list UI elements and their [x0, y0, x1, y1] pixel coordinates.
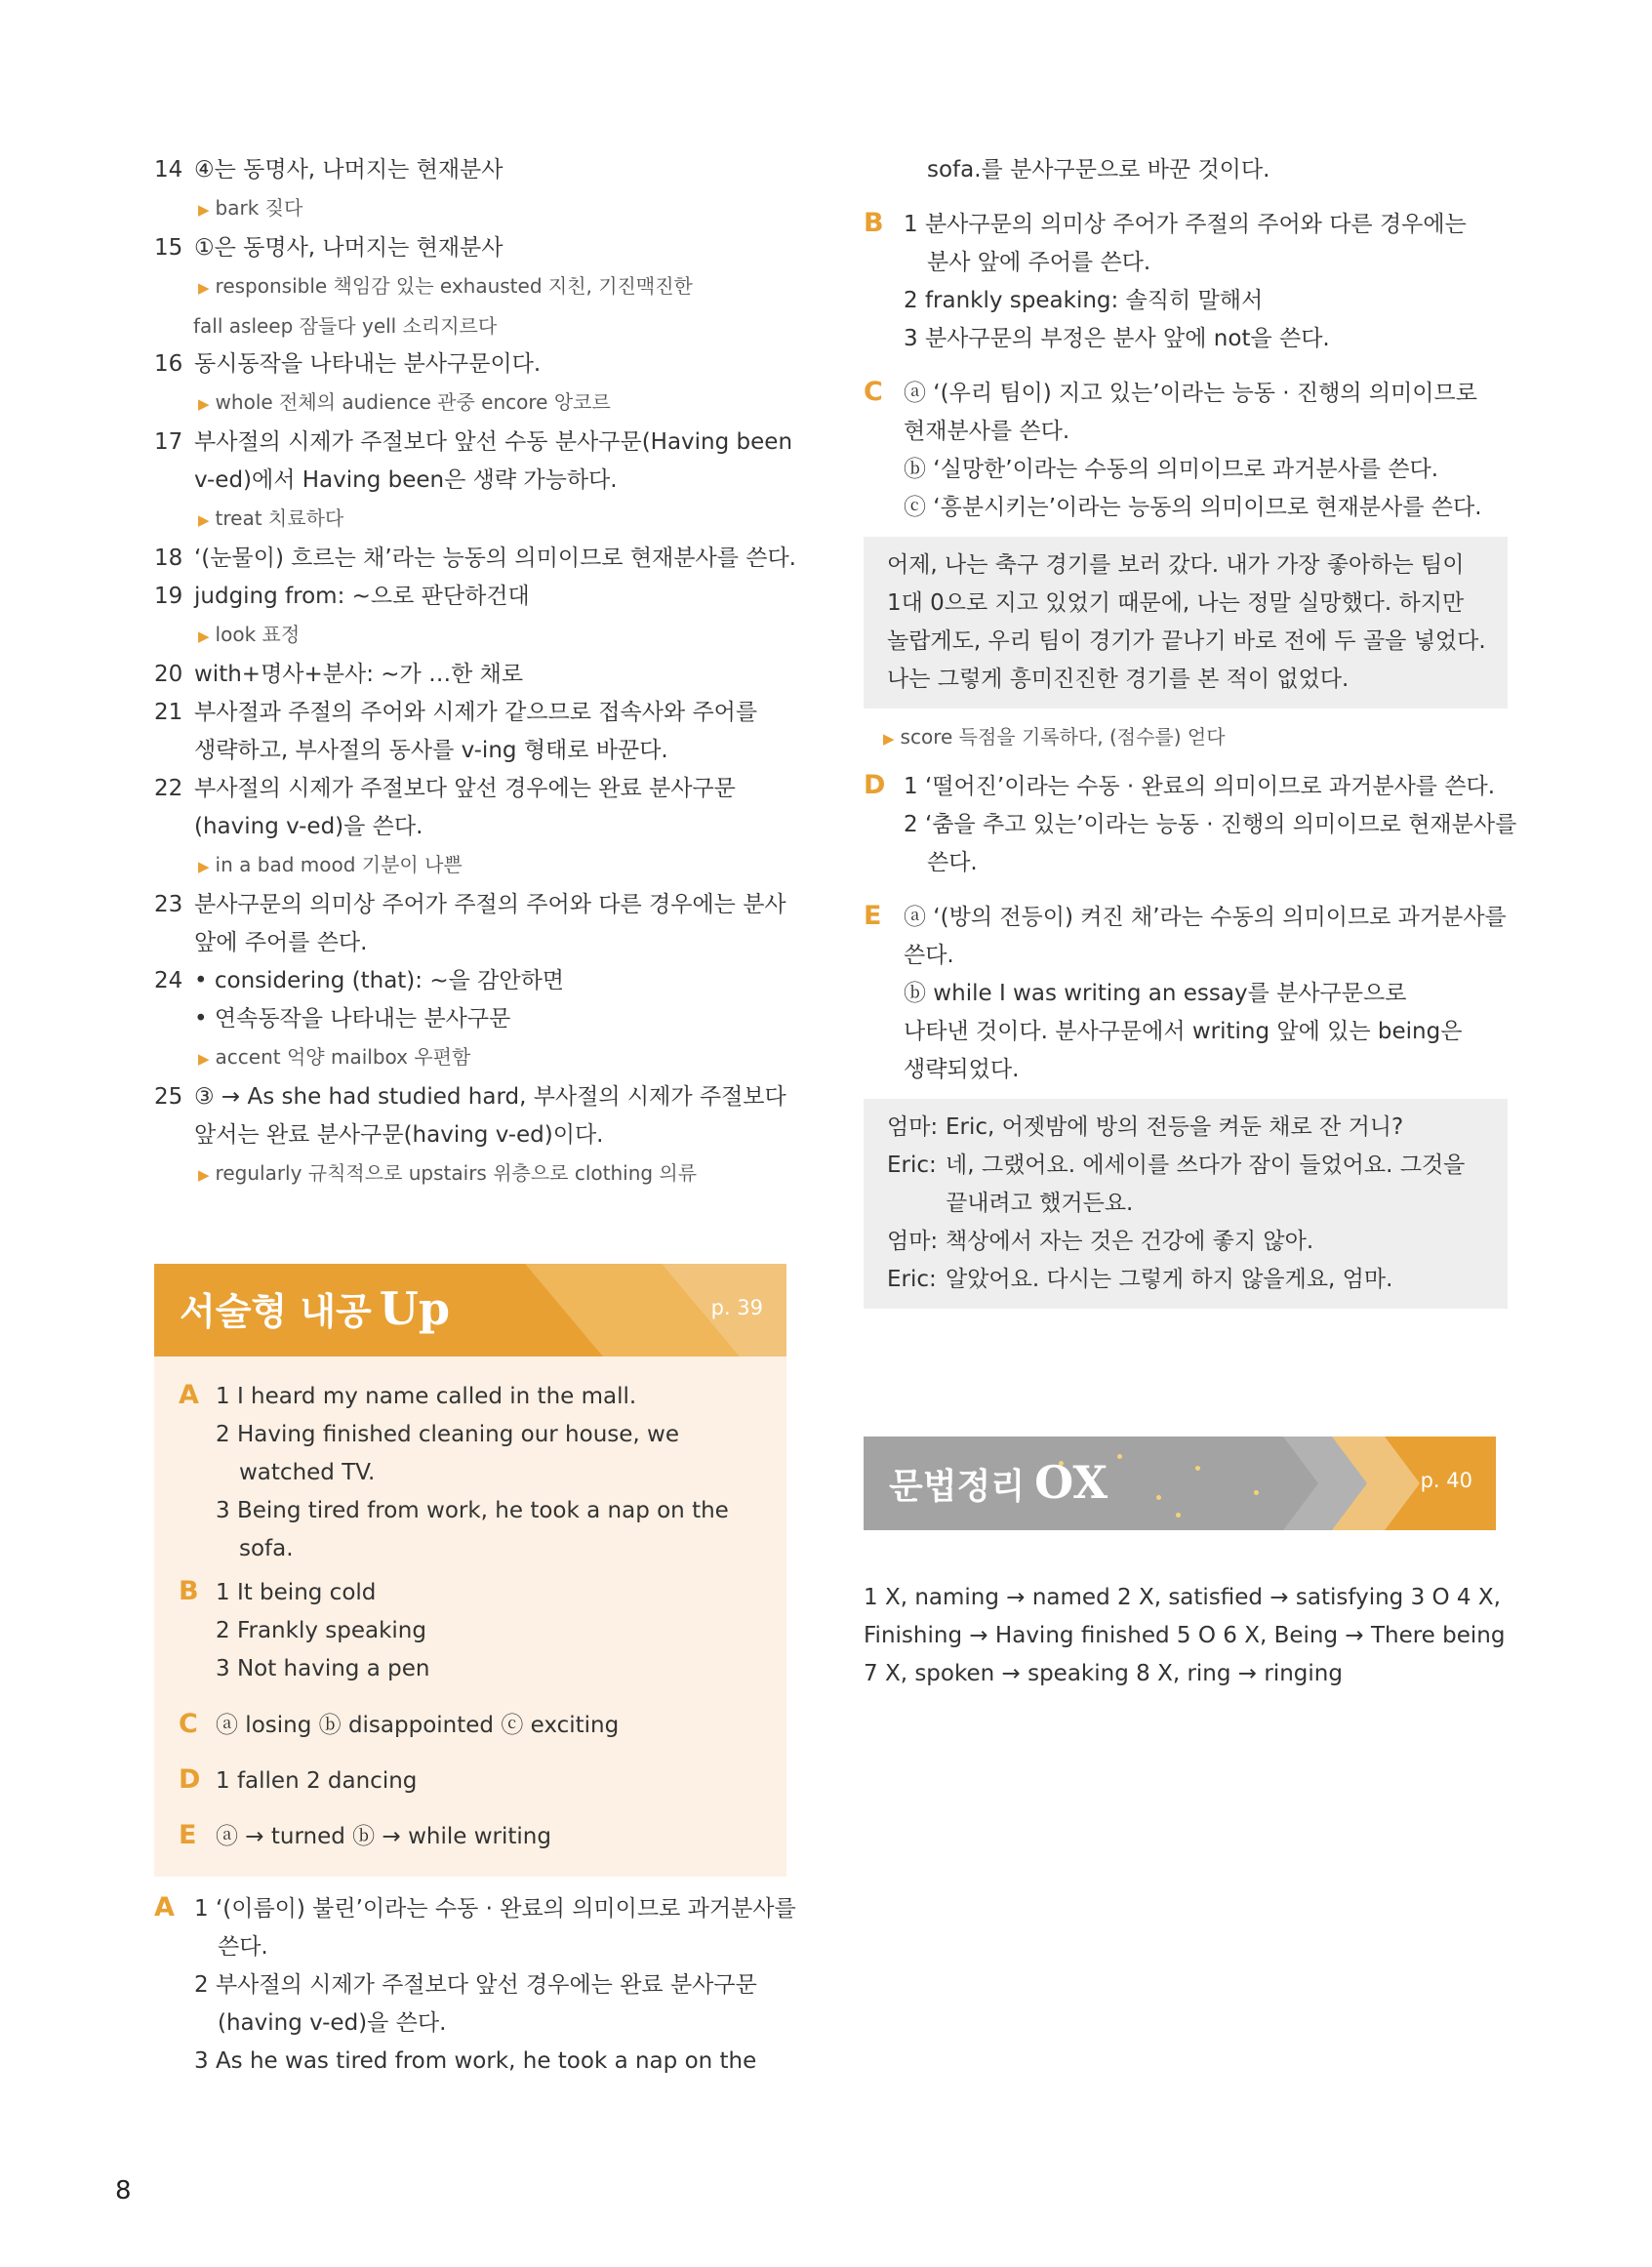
expl-d-line-1: D 1 ‘떨어진’이라는 수동 · 완료의 의미이므로 과거분사를 쓴다. — [864, 770, 1496, 800]
dialog-line: Eric: 네, 그랬어요. 에세이를 쓰다가 잠이 들었어요. 그것을 — [887, 1153, 1466, 1178]
triangle-icon: ▶ — [198, 858, 210, 875]
banner-page-ref: p. 40 — [1420, 1469, 1472, 1492]
answer-24-cont: • 연속동작을 나타내는 분사구문 — [194, 1006, 511, 1032]
expl-b-line-1: B 1 분사구문의 의미상 주어가 주절의 주어와 다른 경우에는 — [864, 208, 1467, 238]
translation-line: 놀랍게도, 우리 팀이 경기가 끝나기 바로 전에 두 골을 넣었다. — [887, 628, 1486, 654]
expl-b-line-2: 2 frankly speaking: 솔직히 말해서 — [904, 288, 1264, 313]
box-section-a: A 1 I heard my name called in the mall. — [179, 1380, 637, 1410]
answer-15: 15 ①은 동명사, 나머지는 현재분사 — [154, 235, 504, 261]
explanation-a — [154, 1888, 798, 2081]
decor-dot — [1117, 1454, 1122, 1459]
box-section-d: D 1 fallen 2 dancing — [179, 1764, 418, 1795]
box-b-line-2: 2 Frankly speaking — [216, 1618, 426, 1643]
answer-21: 21 부사절과 주절의 주어와 시제가 같으므로 접속사와 주어를 — [154, 700, 758, 725]
answer-19: 19 judging from: ~으로 판단하건대 — [154, 584, 530, 609]
ox-answers-text: 1 X, naming → named 2 X, satisfied → satisfying 3 O 4 X, Finishing → Having finished 5 O 6 X, Being → There being 7 X, spoken → speaking 8 X, ring → ringing — [864, 1585, 1506, 1686]
vocab-score: ▶ score 득점을 기록하다, (점수를) 얻다 — [883, 725, 1226, 749]
expl-a-line-1: A 1 ‘(이름이) 불린’이라는 수동 · 완료의 의미이므로 과거분사를 — [154, 1892, 796, 1923]
answer-23-cont: 앞에 주어를 쓴다. — [194, 930, 368, 955]
box-section-b: B 1 It being cold — [179, 1576, 377, 1606]
expl-c-line-1: C ⓐ ‘(우리 팀이) 지고 있는’이라는 능동 · 진행의 의미이므로 — [864, 377, 1477, 407]
box-section-e: E ⓐ → turned ⓑ → while writing — [179, 1820, 551, 1850]
section-banner-grammar-ox — [864, 1437, 1496, 1530]
vocab-15: ▶ responsible 책임감 있는 exhausted 지친, 기진맥진한 — [198, 274, 693, 298]
vocab-25: ▶ regularly 규칙적으로 upstairs 위층으로 clothing 의류 — [198, 1161, 698, 1185]
translation-line: 1대 0으로 지고 있었기 때문에, 나는 정말 실망했다. 하지만 — [887, 590, 1465, 616]
box-b-line-3: 3 Not having a pen — [216, 1656, 430, 1681]
dialog-line: 엄마: Eric, 어젯밤에 방의 전등을 켜둔 채로 잔 거니? — [887, 1114, 1404, 1140]
triangle-icon: ▶ — [198, 201, 210, 219]
answer-17: 17 부사절의 시제가 주절보다 앞선 수동 분사구문(Having been — [154, 429, 793, 455]
answer-16: 16 동시동작을 나타내는 분사구문이다. — [154, 351, 542, 377]
banner-title: 서술형 내공 Up — [180, 1282, 451, 1335]
triangle-icon: ▶ — [198, 511, 210, 529]
vocab-24: ▶ accent 억양 mailbox 우편함 — [198, 1045, 471, 1069]
translation-line: 나는 그렇게 흥미진진한 경기를 본 적이 없었다. — [887, 667, 1350, 692]
triangle-icon: ▶ — [883, 730, 895, 748]
expl-c-line-3: ⓒ ‘흥분시키는’이라는 능동의 의미이므로 현재분사를 쓴다. — [904, 495, 1482, 520]
expl-a-line-1-cont: 쓴다. — [218, 1934, 268, 1960]
answer-25-cont: 앞서는 완료 분사구문(having v-ed)이다. — [194, 1122, 604, 1148]
right-column — [864, 151, 1517, 1318]
vocab-16: ▶ whole 전체의 audience 관중 encore 앙코르 — [198, 390, 611, 414]
page-number: 8 — [115, 2176, 132, 2206]
box-a-line-2: 2 Having finished cleaning our house, we — [216, 1422, 679, 1447]
expl-c-line-2: ⓑ ‘실망한’이라는 수동의 의미이므로 과거분사를 쓴다. — [904, 457, 1439, 482]
box-a-line-2-cont: watched TV. — [239, 1460, 376, 1485]
expl-b-line-1-cont: 분사 앞에 주어를 쓴다. — [927, 250, 1151, 275]
answer-14: 14 ④는 동명사, 나머지는 현재분사 — [154, 157, 504, 182]
translation-box-1 — [864, 537, 1508, 708]
vocab-14: ▶ bark 짖다 — [198, 196, 303, 220]
triangle-icon: ▶ — [198, 627, 210, 645]
answer-17-cont: v-ed)에서 Having been은 생략 가능하다. — [194, 467, 618, 493]
answer-22-cont: (having v-ed)을 쓴다. — [194, 814, 423, 839]
left-column — [154, 151, 798, 1194]
box-a-line-3: 3 Being tired from work, he took a nap on the — [216, 1498, 729, 1523]
triangle-icon: ▶ — [198, 279, 210, 297]
dialog-box — [864, 1099, 1508, 1309]
expl-a-line-2: 2 부사절의 시제가 주절보다 앞선 경우에는 완료 분사구문 — [194, 1972, 757, 1998]
ox-answers — [864, 1579, 1508, 1693]
triangle-icon: ▶ — [198, 1166, 210, 1184]
answer-23: 23 분사구문의 의미상 주어가 주절의 주어와 다른 경우에는 분사 — [154, 892, 786, 917]
expl-e-line-2: ⓑ while I was writing an essay를 분사구문으로 — [904, 981, 1407, 1006]
triangle-icon: ▶ — [198, 395, 210, 413]
expl-d-line-2: 2 ‘춤을 추고 있는’이라는 능동 · 진행의 의미이므로 현재분사를 — [904, 812, 1517, 837]
translation-line: 어제, 나는 축구 경기를 보러 갔다. 내가 가장 좋아하는 팀이 — [887, 552, 1465, 578]
section-banner-writing-up — [154, 1264, 786, 1356]
vocab-17: ▶ treat 치료하다 — [198, 506, 344, 530]
expl-e-line-1: E ⓐ ‘(방의 전등이) 켜진 채’라는 수동의 의미이므로 과거분사를 — [864, 901, 1507, 931]
answer-22: 22 부사절의 시제가 주절보다 앞선 경우에는 완료 분사구문 — [154, 776, 736, 801]
dialog-line: 끝내려고 했거든요. — [946, 1191, 1134, 1216]
banner-title: 문법정리 OX — [889, 1456, 1108, 1509]
banner-page-ref: p. 39 — [710, 1296, 763, 1319]
dialog-line: Eric: 알았어요. 다시는 그렇게 하지 않을게요, 엄마. — [887, 1267, 1393, 1292]
expl-e-line-2-cont: 생략되었다. — [904, 1057, 1020, 1082]
box-section-c: C ⓐ losing ⓑ disappointed ⓒ exciting — [179, 1709, 620, 1739]
answer-box — [179, 1376, 764, 1856]
answer-21-cont: 생략하고, 부사절의 동사를 v-ing 형태로 바꾼다. — [194, 738, 668, 763]
answer-18: 18 ‘(눈물이) 흐르는 채’라는 능동의 의미이므로 현재분사를 쓴다. — [154, 546, 796, 571]
answer-25: 25 ③ → As she had studied hard, 부사절의 시제가 주절보다 — [154, 1084, 786, 1110]
expl-b-line-3: 3 분사구문의 부정은 분사 앞에 not을 쓴다. — [904, 326, 1330, 351]
expl-a-line-3: 3 As he was tired from work, he took a nap on the — [194, 2048, 757, 2074]
vocab-15-cont: fall asleep 잠들다 yell 소리지르다 — [193, 314, 498, 338]
vocab-19: ▶ look 표정 — [198, 623, 301, 646]
answer-20: 20 with+명사+분사: ~가 …한 채로 — [154, 662, 524, 687]
decor-dot — [1176, 1513, 1181, 1518]
expl-e-line-2-cont: 나타낸 것이다. 분사구문에서 writing 앞에 있는 being은 — [904, 1019, 1463, 1044]
expl-d-line-2-cont: 쓴다. — [927, 850, 978, 875]
box-a-line-3-cont: sofa. — [239, 1536, 294, 1561]
expl-a-line-3-cont: sofa.를 분사구문으로 바꾼 것이다. — [927, 157, 1270, 182]
vocab-22: ▶ in a bad mood 기분이 나쁜 — [198, 853, 463, 876]
decor-dot — [1156, 1495, 1161, 1500]
decor-dot — [1195, 1466, 1200, 1471]
answer-24: 24 • considering (that): ~을 감안하면 — [154, 968, 565, 993]
dialog-line: 엄마: 책상에서 자는 것은 건강에 좋지 않아. — [887, 1229, 1314, 1254]
expl-c-line-1-cont: 현재분사를 쓴다. — [904, 419, 1070, 444]
triangle-icon: ▶ — [198, 1050, 210, 1068]
decor-dot — [1254, 1490, 1259, 1495]
expl-a-line-2-cont: (having v-ed)을 쓴다. — [218, 2010, 447, 2036]
expl-e-line-1-cont: 쓴다. — [904, 943, 954, 968]
